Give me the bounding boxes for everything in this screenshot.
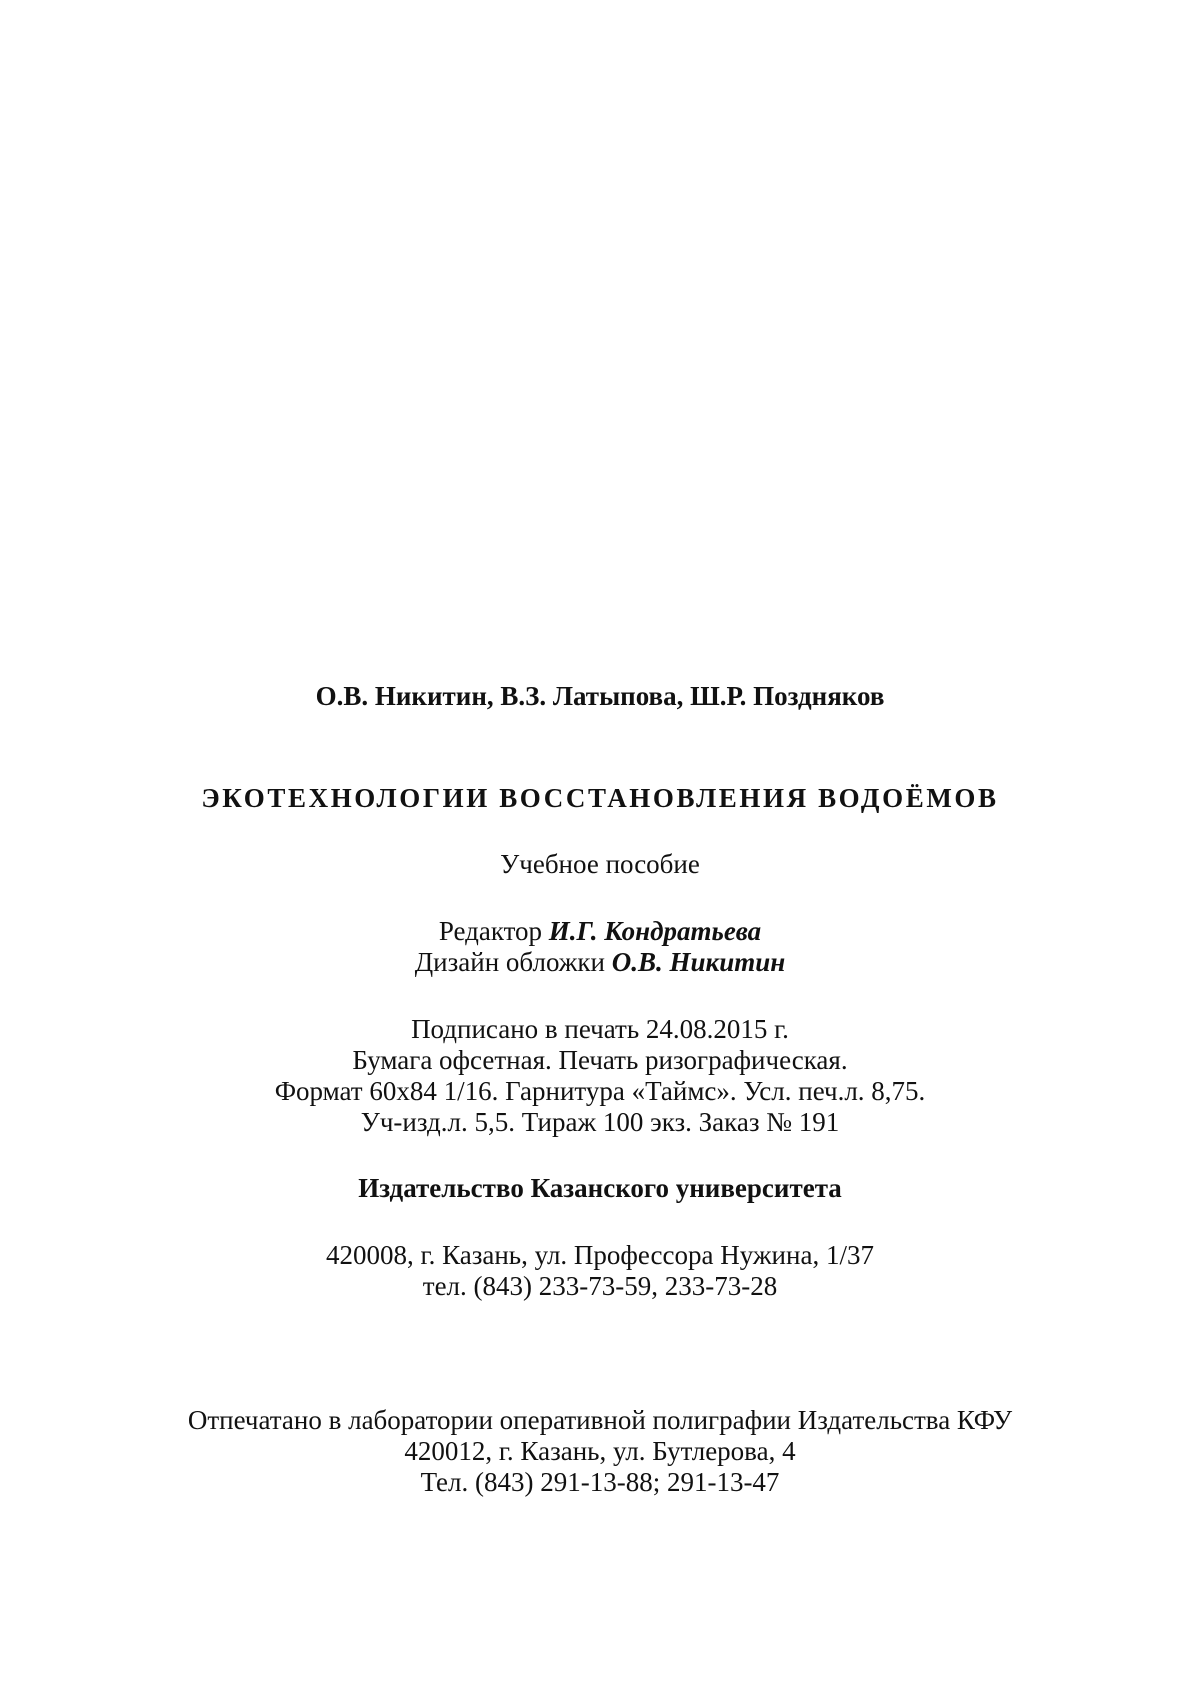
cover-design-line — [0, 946, 1200, 978]
book-subtitle: Учебное пособие — [500, 849, 700, 879]
editor-line — [0, 915, 1200, 947]
editor-label: Редактор — [438, 916, 543, 946]
paper-info: Бумага офсетная. Печать ризографическая. — [352, 1045, 848, 1075]
publisher-address: 420008, г. Казань, ул. Профессора Нужина, 1/37 — [326, 1240, 874, 1270]
publisher-phone: тел. (843) 233-73-59, 233-73-28 — [422, 1271, 778, 1301]
edition-info: Уч-изд.л. 5,5. Тираж 100 экз. Заказ № 191 — [360, 1107, 840, 1137]
format-info: Формат 60х84 1/16. Гарнитура «Таймс». Усл. печ.л. 8,75. — [274, 1076, 926, 1106]
printer-address: 420012, г. Казань, ул. Бутлерова, 4 — [404, 1436, 796, 1466]
signed-for-print: Подписано в печать 24.08.2015 г. — [411, 1014, 789, 1044]
cover-design-name: О.В. Никитин — [611, 947, 786, 977]
publisher-name: Издательство Казанского университета — [358, 1173, 842, 1203]
book-title: ЭКОТЕХНОЛОГИИ ВОССТАНОВЛЕНИЯ ВОДОЁМОВ — [201, 783, 999, 813]
cover-design-label: Дизайн обложки — [414, 947, 606, 977]
editor-name: И.Г. Кондратьева — [548, 916, 762, 946]
printer-phone: Тел. (843) 291-13-88; 291-13-47 — [420, 1467, 780, 1497]
authors: О.В. Никитин, В.З. Латыпова, Ш.Р. Поздняков — [315, 681, 885, 711]
printer-name: Отпечатано в лаборатории оперативной полиграфии Издательства КФУ — [187, 1405, 1013, 1435]
